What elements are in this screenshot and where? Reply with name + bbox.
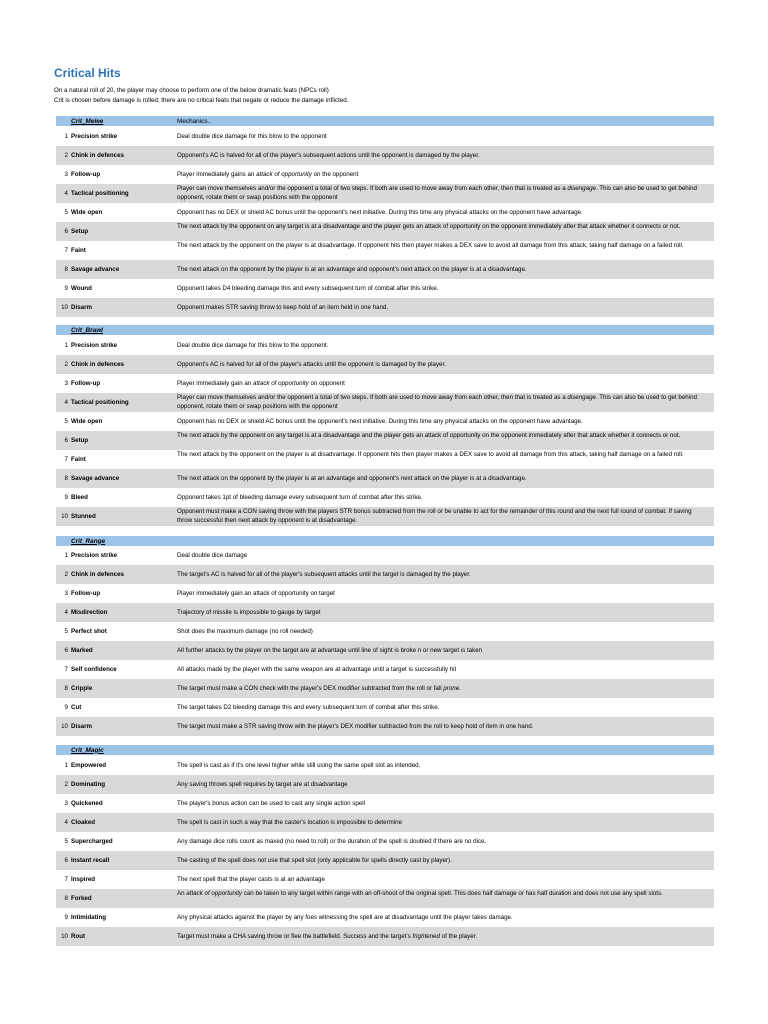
row-number: 7 — [64, 875, 68, 883]
section-header — [56, 325, 714, 335]
row-number: 3 — [64, 379, 68, 387]
feat-name: Chink in defences — [71, 360, 124, 368]
feat-name: Disarm — [71, 303, 92, 311]
section-header — [56, 116, 714, 126]
feat-name: Precision strike — [71, 132, 118, 140]
table-row — [56, 431, 714, 450]
desc-text: . This can also be used to get behind opponent, rotate them or swap positions with the opponent — [177, 393, 697, 410]
row-number: 10 — [61, 303, 68, 311]
table-row — [56, 889, 714, 908]
page-title: Critical Hits — [54, 66, 121, 80]
feat-description: The next attack by the opponent on the player is at disadvantage. If opponent hits then player makes a DEX save to avoid all damage from this attack, taking half damage on a failed roll. — [177, 241, 684, 249]
feat-name: Supercharged — [71, 837, 113, 845]
table-row — [56, 927, 714, 946]
row-number: 8 — [64, 894, 68, 902]
table-row — [56, 698, 714, 717]
desc-text: Player immediately gains an — [177, 170, 257, 178]
desc-text: . This can also be used to get behind opponent, rotate them or swap positions with the opponent — [177, 184, 697, 201]
table-row — [56, 813, 714, 832]
desc-emphasis: disengage — [567, 184, 596, 192]
row-number: 5 — [64, 208, 68, 216]
table-row — [56, 851, 714, 870]
intro-text — [54, 86, 348, 105]
mechanics-label: Mechanics.. — [177, 117, 212, 125]
desc-text: Player can move themselves and/or the opponent a total of two steps. If both are used to move away from each other, then that is treated as a — [177, 393, 568, 401]
feat-name: Savage advance — [71, 265, 120, 273]
table-row — [56, 679, 714, 698]
feat-description: Any saving throws spell requires by target are at disadvantage — [177, 780, 348, 788]
feat-description: The spell is cast in such a way that the caster's location is impossible to determine — [177, 818, 403, 826]
feat-name: Forked — [71, 894, 92, 902]
row-number: 8 — [64, 265, 68, 273]
table-row — [56, 469, 714, 488]
feat-description: Opponent makes STR saving throw to keep hold of an item held in one hand. — [177, 303, 389, 311]
feat-description — [177, 933, 705, 942]
row-number: 3 — [64, 589, 68, 597]
section-header — [56, 536, 714, 546]
feat-name: Chink in defences — [71, 570, 124, 578]
row-number: 9 — [64, 703, 68, 711]
row-number: 4 — [64, 398, 68, 406]
row-number: 9 — [64, 284, 68, 292]
row-number: 7 — [64, 246, 68, 254]
feat-name: Wide open — [71, 417, 103, 425]
table-row — [56, 222, 714, 241]
table-row — [56, 546, 714, 565]
feat-description: The player's bonus action can be used to cast any single action spell — [177, 799, 365, 807]
row-number: 4 — [64, 818, 68, 826]
feat-description: Opponent must make a CON saving throw with the players STR bonus subtracted from the roll or be unable to act for the remainder of this round and the next full round of combat. If saving throw successful then next attack by opponent is at disadvantage. — [177, 507, 692, 524]
feat-name: Cloaked — [71, 818, 96, 826]
feat-description: Opponent takes D4 bleeding damage this and every subsequent turn of combat after this strike. — [177, 284, 439, 292]
desc-emphasis: prone — [443, 684, 460, 692]
table-row — [56, 260, 714, 279]
desc-text: on opponent — [308, 379, 345, 387]
table-row — [56, 146, 714, 165]
feat-description: All attacks made by the player with the same weapon are at advantage until a target is successfully hit — [177, 665, 457, 673]
row-number: 2 — [64, 780, 68, 788]
feat-name: Precision strike — [71, 551, 118, 559]
table-row — [56, 203, 714, 222]
section-name: Crit_Melee — [71, 117, 104, 125]
feat-name: Perfect shot — [71, 627, 107, 635]
feat-name: Misdirection — [71, 608, 108, 616]
row-number: 10 — [61, 722, 68, 730]
row-number: 6 — [64, 856, 68, 864]
feat-name: Tactical positioning — [71, 398, 129, 406]
feat-description: Opponent's AC is halved for all of the player's subsequent actions until the opponent is damaged by the player. — [177, 151, 480, 159]
desc-text: can be taken to any target within range with an off-shoot of the original spell. This does half damage or has half duration and does not use any spell slots. — [242, 889, 663, 897]
row-number: 7 — [64, 455, 68, 463]
feat-description — [177, 394, 705, 412]
desc-emphasis: disengage — [567, 393, 596, 401]
row-number: 5 — [64, 417, 68, 425]
row-number: 6 — [64, 436, 68, 444]
feat-name: Chink in defences — [71, 151, 124, 159]
feat-description: The target's AC is halved for all of the player's subsequent attacks until the target is damaged by the player. — [177, 570, 471, 578]
feat-name: Faint — [71, 455, 86, 463]
feat-description — [177, 185, 705, 203]
desc-emphasis: attack of opportunity — [253, 379, 309, 387]
row-number: 8 — [64, 474, 68, 482]
row-number: 9 — [64, 493, 68, 501]
desc-emphasis: frightened — [412, 932, 440, 940]
table-row — [56, 908, 714, 927]
section-name: Crit_Range — [71, 537, 106, 545]
feat-description: Shot does the maximum damage (no roll needed) — [177, 627, 313, 635]
table-row — [56, 717, 714, 736]
row-number: 9 — [64, 913, 68, 921]
table-row — [56, 565, 714, 584]
row-number: 5 — [64, 837, 68, 845]
row-number: 1 — [64, 341, 68, 349]
row-number: 8 — [64, 684, 68, 692]
table-row — [56, 507, 714, 526]
feat-description: Deal double dice damage — [177, 551, 248, 559]
feat-name: Precision strike — [71, 341, 118, 349]
feat-name: Bleed — [71, 493, 88, 501]
feat-name: Setup — [71, 436, 89, 444]
table-row — [56, 241, 714, 260]
feat-name: Rout — [71, 932, 86, 940]
feat-name: Instant recall — [71, 856, 110, 864]
feat-description: The next attack by the opponent on any target is at a disadvantage and the player gets an attack of opportunity on the opponent immediately after that attack whether it connects or not. — [177, 222, 681, 230]
table-row — [56, 660, 714, 679]
table-row — [56, 165, 714, 184]
desc-text: on the opponent — [311, 170, 359, 178]
table-row — [56, 641, 714, 660]
feat-description — [177, 685, 705, 694]
feat-name: Setup — [71, 227, 89, 235]
row-number: 1 — [64, 761, 68, 769]
table-row — [56, 450, 714, 469]
feat-name: Follow-up — [71, 170, 101, 178]
feat-description: Any damage dice rolls count as maxed (no need to roll) or the duration of the spell is doubled if there are no dice. — [177, 837, 487, 845]
desc-text: Target must make a CHA saving throw or flee the battlefield. Success and the target's — [177, 932, 413, 940]
feat-name: Intimidating — [71, 913, 107, 921]
table-row — [56, 374, 714, 393]
feat-description: Opponent's AC is halved for all of the player's attacks until the opponent is damaged by the player. — [177, 360, 446, 368]
row-number: 2 — [64, 360, 68, 368]
feat-description: Opponent takes 1pt of bleeding damage every subsequent turn of combat after this strike. — [177, 493, 423, 501]
row-number: 6 — [64, 227, 68, 235]
feat-description: The target takes D2 bleeding damage this and every subsequent turn of combat after this strike. — [177, 703, 440, 711]
feat-name: Savage advance — [71, 474, 120, 482]
feat-description: Deal double dice damage for this blow to the opponent — [177, 132, 327, 140]
section-header — [56, 745, 714, 755]
feat-name: Self confidence — [71, 665, 117, 673]
feat-name: Dominating — [71, 780, 106, 788]
table-row — [56, 832, 714, 851]
desc-text: An — [177, 889, 187, 897]
row-number: 4 — [64, 608, 68, 616]
table-row — [56, 393, 714, 412]
feat-description: The next attack by the opponent on any target is at a disadvantage and the player gets an attack of opportunity on the opponent immediately after that attack whether it connects or not. — [177, 431, 681, 439]
feat-description: The next attack on the opponent by the player is at an advantage and opponent's next attack on the player is at a disadvantage. — [177, 474, 527, 482]
row-number: 7 — [64, 665, 68, 673]
feat-name: Marked — [71, 646, 93, 654]
table-row — [56, 184, 714, 203]
table-row — [56, 355, 714, 374]
table-row — [56, 870, 714, 889]
intro-line: On a natural roll of 20, the player may choose to perform one of the below dramatic feats (NPCs roll) — [54, 87, 329, 94]
feat-name: Cripple — [71, 684, 93, 692]
row-number: 2 — [64, 151, 68, 159]
feat-name: Cut — [71, 703, 82, 711]
feat-name: Follow-up — [71, 379, 101, 387]
table-row — [56, 603, 714, 622]
feat-description: Deal double dice damage for this blow to the opponent. — [177, 341, 329, 349]
feat-description: Opponent has no DEX or shield AC bonus until the opponent's next initiative. During this time any physical attacks on the opponent have advantage. — [177, 208, 583, 216]
table-row — [56, 279, 714, 298]
desc-text: . — [459, 684, 461, 692]
table-row — [56, 298, 714, 317]
row-number: 10 — [61, 512, 68, 520]
feat-description: The next spell that the player casts is at an advantage — [177, 875, 325, 883]
table-row — [56, 756, 714, 775]
table-row — [56, 622, 714, 641]
row-number: 4 — [64, 189, 68, 197]
feat-name: Wide open — [71, 208, 103, 216]
feat-description: The spell is cast as if it's one level higher while still using the same spell slot as intended. — [177, 761, 421, 769]
table-row — [56, 488, 714, 507]
row-number: 2 — [64, 570, 68, 578]
feat-name: Tactical positioning — [71, 189, 129, 197]
desc-text: Player can move themselves and/or the opponent a total of two steps. If both are used to move away from each other, then that is treated as a — [177, 184, 568, 192]
feat-name: Empowered — [71, 761, 107, 769]
row-number: 6 — [64, 646, 68, 654]
feat-description: The next attack by the opponent on the player is at disadvantage. If opponent hits then player makes a DEX save to avoid all damage from this attack, taking half damage on a failed roll. — [177, 450, 684, 458]
feat-description: Player immediately gain an attack of opportunity on target — [177, 589, 335, 597]
feat-name: Quickened — [71, 799, 103, 807]
feat-name: Wound — [71, 284, 92, 292]
feat-name: Follow-up — [71, 589, 101, 597]
section-name: Crit_Magic — [71, 746, 104, 754]
feat-description: The target must make a STR saving throw with the player's DEX modifier subtracted from the roll to keep hold of item in one hand. — [177, 722, 534, 730]
feat-name: Inspired — [71, 875, 96, 883]
feat-description — [177, 171, 705, 180]
feat-name: Disarm — [71, 722, 92, 730]
table-row — [56, 336, 714, 355]
table-row — [56, 584, 714, 603]
row-number: 10 — [61, 932, 68, 940]
row-number: 1 — [64, 132, 68, 140]
feat-description: Trajectory of missile is impossible to gauge by target — [177, 608, 321, 616]
feat-description: Any physical attacks against the player by any foes witnessing the spell are at disadvantage until the player takes damage. — [177, 913, 513, 921]
desc-text: The target must make a CON check with the player's DEX modifier subtracted from the roll or fall — [177, 684, 444, 692]
row-number: 3 — [64, 799, 68, 807]
feat-description: Opponent has no DEX or shield AC bonus until the opponent's next initiative. During this time any physical attacks on the opponent have advantage. — [177, 417, 583, 425]
row-number: 3 — [64, 170, 68, 178]
section-name: Crit_Brawl — [71, 326, 103, 334]
feat-name: Faint — [71, 246, 86, 254]
desc-emphasis: attack of opportunity — [186, 889, 243, 897]
table-row — [56, 775, 714, 794]
desc-emphasis: attack of opportunity — [256, 170, 312, 178]
table-row — [56, 412, 714, 431]
feat-description: The next attack on the opponent by the player is at an advantage and opponent's next attack on the player is at a disadvantage. — [177, 265, 527, 273]
desc-text: of the player. — [439, 932, 478, 940]
desc-text: Player immediately gain an — [177, 379, 254, 387]
intro-line: Crit is chosen before damage is rolled; there are no critical feats that negate or reduce the damage inflicted. — [54, 96, 349, 104]
feat-description — [177, 890, 705, 899]
table-row — [56, 794, 714, 813]
feat-description: The casting of the spell does not use that spell slot (only applicable for spells directly cast by player). — [177, 856, 452, 864]
row-number: 5 — [64, 627, 68, 635]
feat-description: All further attacks by the player on the target are at advantage until line of sight is broke n or new target is taken — [177, 646, 483, 654]
table-row — [56, 127, 714, 146]
feat-description — [177, 380, 705, 389]
row-number: 1 — [64, 551, 68, 559]
feat-name: Stunned — [71, 512, 96, 520]
